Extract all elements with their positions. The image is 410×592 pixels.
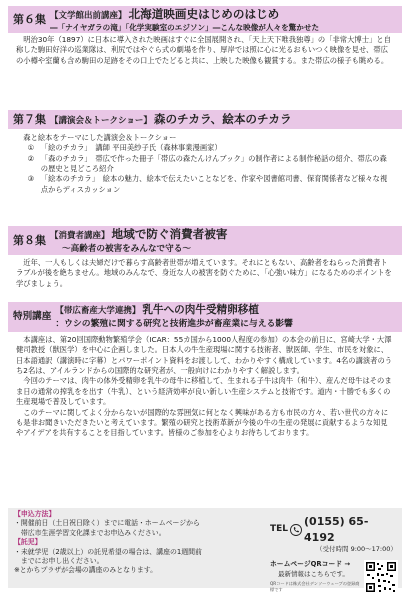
section-8-number: 第８集 (13, 233, 46, 247)
section-special-paragraph-1: 本講座は、第20回国際動物繁殖学会（ICAR：55カ国から1000人程度の参加）の本会の前日に、宮崎大学・大澤健司教授（獣医学）を中心に企画しました。日本人の牛生産現場に関する技術者、獣医師、学生、市民を対象に、日本語通訳（講演時に字幕）とパワーポイント資料をお渡しして、わかりやすく構成しています。4名の講演者のうち2名は、アイルランドからの国際的な研究者が、一般向けにわかりやすく解説します。 (16, 335, 393, 376)
section-7-title: 森のチカラ、絵本のチカラ (153, 111, 292, 126)
section-7-intro: 森と絵本をテーマにした講演会＆トークショー (23, 133, 177, 142)
section-6 (8, 6, 402, 66)
list-item-text: 「森のチカラ」 帯広で作った冊子「帯広の森たんけんブック」の制作者による制作秘話の紹介、帯広の森の歴史と見どころ紹介 (40, 153, 387, 174)
apply-line-2: 帯広市生涯学習文化課までお申込みください。 (14, 528, 166, 537)
section-6-tag: 【文学館出前講座】 (50, 10, 127, 21)
section-8 (8, 226, 402, 289)
section-8-paragraph: 近年、一人もしくは夫婦だけで暮らす高齢者世帯が増えています。それにともない、高齢者をねらった消費者トラブルが後を絶ちません。地域のみんなで、身近な人の被害を防ぐために、「心強い味方」になるためのポイントを学びましょう。 (16, 258, 392, 288)
section-8-header (8, 226, 402, 255)
section-8-title: 地域で防ぐ消費者被害 (111, 226, 228, 241)
apply-heading: 【申込方法】 (14, 510, 56, 518)
list-item (16, 174, 394, 195)
list-item-marker: ③ (27, 174, 35, 184)
section-special-subtitle: ：ウシの繁殖に関する研究と技術進歩が畜産業に与える影響 (55, 319, 293, 330)
section-8-subtitle: 〜高齢者の被害をみんなで守る〜 (62, 244, 191, 254)
section-special-title: 乳牛への肉牛受精卵移植 (142, 304, 259, 317)
section-special-tag: 【帯広畜産大学連携】 (55, 306, 141, 317)
list-item-marker: ② (27, 153, 35, 163)
list-item (16, 154, 394, 175)
reception-hours: （受付時間 9:00〜17:00） (316, 545, 397, 554)
section-special-number: 特別講座 (13, 311, 52, 323)
section-6-header (8, 6, 402, 33)
section-6-body (8, 33, 402, 66)
section-7-body (8, 129, 402, 195)
childcare-line-1: ・未就学児（2歳以上）の託児希望の場合は、講座の1週間前 (14, 547, 202, 556)
list-item (16, 143, 394, 153)
phone-icon (290, 524, 302, 536)
telephone (270, 514, 398, 545)
qr-sub-label: 最新情報はこちらです。 (278, 570, 349, 579)
section-6-subtitle: ―「ナイヤガラの滝」「化学実験室のエジソン」―こんな映像が人々を驚かせた (50, 22, 320, 32)
section-7-tag: 【講演会＆トークショー】 (50, 115, 152, 126)
qr-label: ホームページQRコード → (270, 560, 351, 569)
section-special-header (8, 302, 402, 332)
list-item-text: 「絵のチカラ」 講師 平田美紗子氏（森林事業漫画家） (40, 143, 222, 153)
section-special-paragraph-3: このテーマに関してよく分からないが国際的な雰囲気に何となく興味がある方も市民の方々、若い世代の方々にも是非お聞きいただきたいと考えています。繁殖の研究と技術革新が今後の牛の生産の発展に貢献するような知見やアイデアを共有することを目指しています。皆様のご参加を心よりお待ちしております。 (16, 407, 389, 438)
section-special (8, 302, 402, 439)
section-6-paragraph: 明治30年（1897）に日本に導入された映画はすぐに全国展開され、「天上天下唯我独尊」の「非常大博士」と自称した駒田好洋の巡業隊は、利尻ではやぐら式の劇場を作り、厚岸では照に心に光るおもいつく映像を見せ、帯広の小樽や室蘭も含め駒田の足跡をその口上でたどると共に、上映した映像も観賞する。また帯広の様子も眺める。 (16, 35, 391, 65)
footer-info-box (8, 508, 402, 592)
section-special-paragraph-2: 今回のテーマは、肉牛の体外受精卵を乳牛の母牛に移植して、生まれる子牛は肉牛（和牛）、産んだ母牛はそのまま日の通常の搾乳をを出す（牛乳）、という経済効率が良い新しい生産システムと技術です。道内・十勝でも多くの生産現場で普及しています。 (16, 376, 392, 407)
qr-code-icon[interactable] (364, 560, 398, 592)
section-7-number: 第７集 (13, 112, 46, 126)
section-8-body (8, 255, 402, 289)
childcare-note: ※とかちプラザが会場の講座のみとなります。 (14, 566, 158, 575)
tel-number: (0155) 65-4192 (304, 515, 369, 544)
section-6-number: 第６集 (13, 12, 46, 26)
list-item-marker: ① (27, 143, 35, 153)
section-7 (8, 110, 402, 195)
childcare-heading: 【託児】 (14, 538, 42, 547)
list-item-text: 「絵本のチカラ」 絵本の魅力、絵本で伝えたいことなどを、作家や図書館司書、保育関係者など様々な視点からディスカッション (40, 174, 388, 194)
section-special-body (8, 332, 402, 439)
tel-label: TEL (270, 524, 289, 535)
apply-line-1: ・開催前日（土日祝日除く）までに電話・ホームページから (14, 519, 200, 528)
section-7-header (8, 110, 402, 129)
application-info (14, 510, 264, 576)
qr-trademark-note: QRコードは株式会社デンソーウェーブの登録商標です (270, 581, 360, 592)
contact-info (270, 514, 398, 592)
section-6-title: 北海道映画史はじめのはじめ (128, 6, 280, 21)
childcare-line-2: までにお申し出ください。 (14, 556, 104, 565)
section-8-tag: 【消費者講座】 (50, 230, 110, 241)
